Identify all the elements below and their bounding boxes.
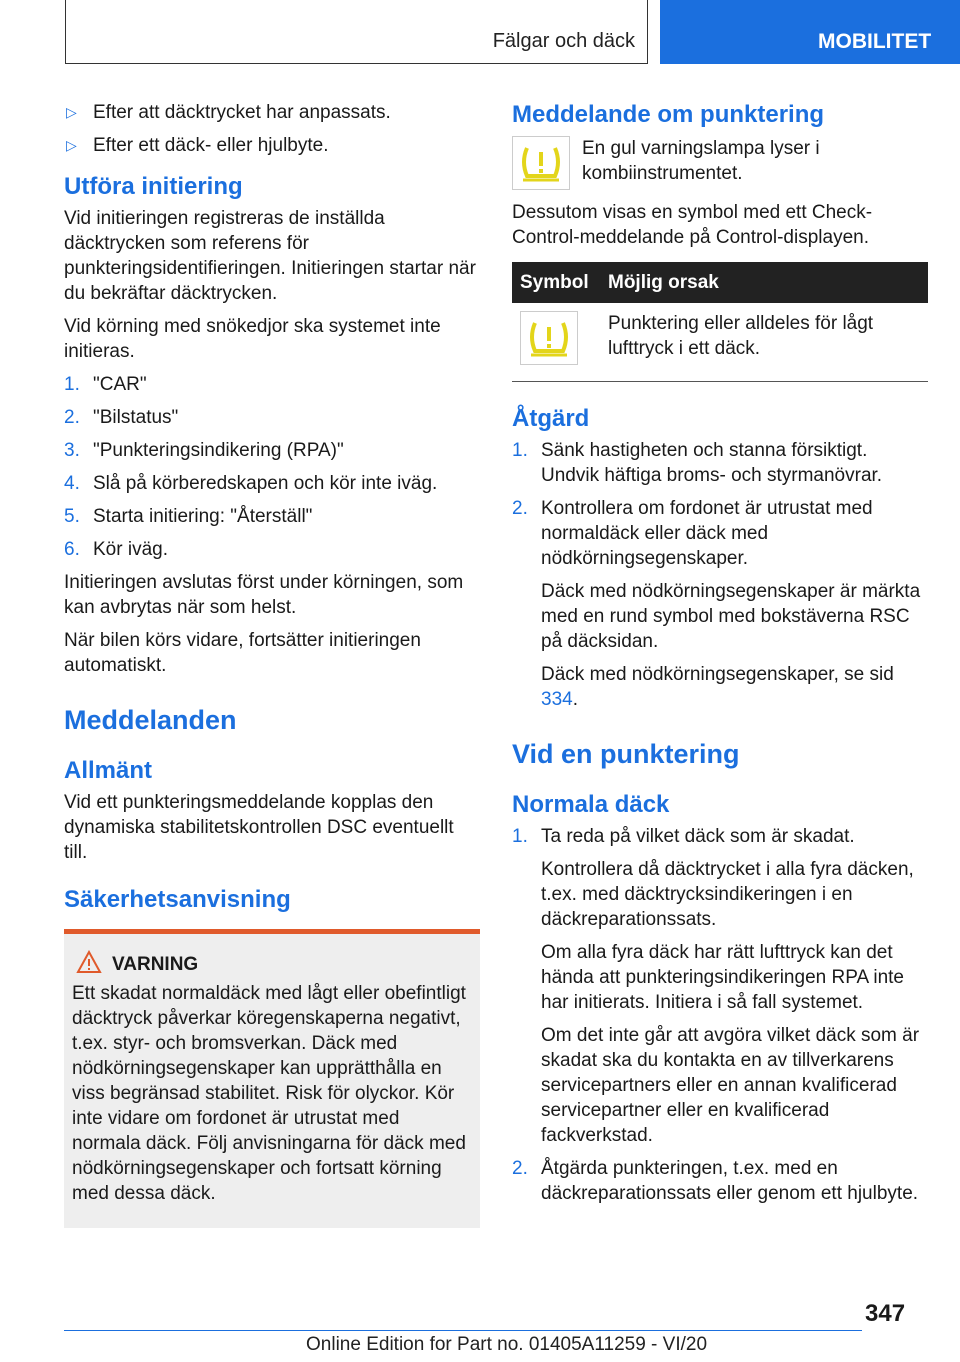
general-paragraph: Vid ett punkteringsmeddelande kopplas den dynamiska stabilitetskontrollen DSC eventuellt till. [64,792,454,863]
step-item: 1. Sänk hastigheten och stanna försiktigt. Undvik häftiga broms- och styrmanövrar. [512,440,883,486]
table-row [512,303,928,382]
cause-cell: Punktering eller alldeles för lågt lufttryck i ett däck. [600,303,928,382]
flat-paragraph-1: Kontrollera då däcktrycket i alla fyra däcken, t.ex. med däcktrycksindikeringen i en däckreparationssats. [541,859,914,930]
action-paragraph-2: Däck med nödkörningsegenskaper, se sid 334. [541,664,894,710]
puncture-paragraph-1: En gul varningslampa lyser i kombiinstrumentet. [582,138,820,184]
flat-paragraph-2: Om alla fyra däck har rätt lufttryck kan det hända att punkteringsindikeringen RPA inte har initierats. Initiera i så fall systemet. [541,942,905,1013]
step-item: 4. Slå på körberedskapen och kör inte iväg. [64,473,438,494]
left-column [64,100,480,1228]
general-heading: Allmänt [64,757,153,784]
right-column [512,100,928,1214]
page-link[interactable]: 334 [541,689,573,710]
condition-list [64,100,480,158]
footer-divider [64,1330,862,1331]
step-item: 2. Åtgärda punkteringen, t.ex. med en däckreparationssats eller genom ett hjulbyte. [512,1158,919,1204]
action-heading: Åtgärd [512,405,590,432]
symbol-table [512,262,928,382]
edition-footer: Online Edition for Part no. 01405A11259 - VI/20 [306,1334,708,1355]
warning-text: Ett skadat normaldäck med lågt eller obefintligt däcktryck påverkar köregenskaperna negativt, t.ex. styr- och bromsverkan. Däck med nödkörningsegenskaper kan upprätthålla en viss begränsad stabilitet. Risk för olyckor. Kör inte vidare om fordonet är utrustat med normala däck. Följ anvisningarna för däck med nödkörningsegenskaper och fortsatt körning med dessa däck. [72,983,466,1204]
init-paragraph-4: När bilen körs vidare, fortsätter initieringen automatiskt. [64,630,421,676]
step-item: 6. Kör iväg. [64,539,168,560]
warning-box [64,929,480,1228]
flat-steps-2 [512,1156,928,1206]
puncture-paragraph-2: Dessutom visas en symbol med ett Check-Control-meddelande på Control-displayen. [512,202,873,248]
page-number: 347 [865,1300,906,1327]
init-heading: Utföra initiering [64,173,243,200]
step-item: 1. Ta reda på vilket däck som är skadat. [512,826,855,847]
messages-heading: Meddelanden [64,705,237,735]
flat-paragraph-3: Om det inte går att avgöra vilket däck som är skadat ska du kontakta en av tillverkarens servicepartners eller en annan kvalificerad servicepartner eller en kvalificerad fackverkstad. [541,1025,920,1146]
triangle-bullet-icon: ▷ [66,137,77,153]
safety-heading: Säkerhetsanvisning [64,886,291,913]
init-paragraph-3: Initieringen avslutas först under körningen, som kan avbrytas när som helst. [64,572,464,618]
action-steps [512,438,928,571]
tab-mobilitet[interactable]: MOBILITET [660,0,960,64]
step-item: 1. "CAR" [64,374,147,395]
triangle-bullet-icon: ▷ [66,104,77,120]
column-header-symbol: Symbol [512,262,600,303]
step-item: 3. "Punkteringsindikering (RPA)" [64,440,344,461]
flat-heading: Vid en punktering [512,739,740,769]
warning-header [72,952,470,977]
step-item: 2. "Bilstatus" [64,407,179,428]
normal-tires-heading: Normala däck [512,791,670,818]
tire-pressure-warning-icon [512,136,570,190]
init-paragraph-2: Vid körning med snökedjor ska systemet inte initieras. [64,316,441,362]
puncture-message [512,136,928,190]
tire-pressure-warning-icon [520,311,578,365]
flat-steps [512,824,928,849]
table-header-row [512,262,928,303]
action-paragraph-1: Däck med nödkörningsegenskaper är märkta med en rund symbol med bokstäverna RSC på däcksidan. [541,581,921,652]
symbol-cell [512,303,600,382]
puncture-heading: Meddelande om punktering [512,101,825,128]
step-item: 5. Starta initiering: "Återställ" [64,506,313,527]
warning-title: VARNING [112,954,199,975]
warning-triangle-icon [76,950,102,974]
section-title: Fälgar och däck [492,30,635,52]
list-item: ▷ Efter ett däck- eller hjulbyte. [66,135,329,156]
init-steps [64,372,480,562]
header-box [65,0,648,64]
step-item: 2. Kontrollera om fordonet är utrustat med normaldäck eller däck med nödkörningsegenskaper. [512,498,873,569]
list-item: ▷ Efter att däcktrycket har anpassats. [66,102,391,123]
column-header-cause: Möjlig orsak [600,262,928,303]
init-paragraph-1: Vid initieringen registreras de inställda däcktrycken som referens för punkteringsidentifieringen. Initieringen startar när du bekräftar däcktrycken. [64,208,476,304]
